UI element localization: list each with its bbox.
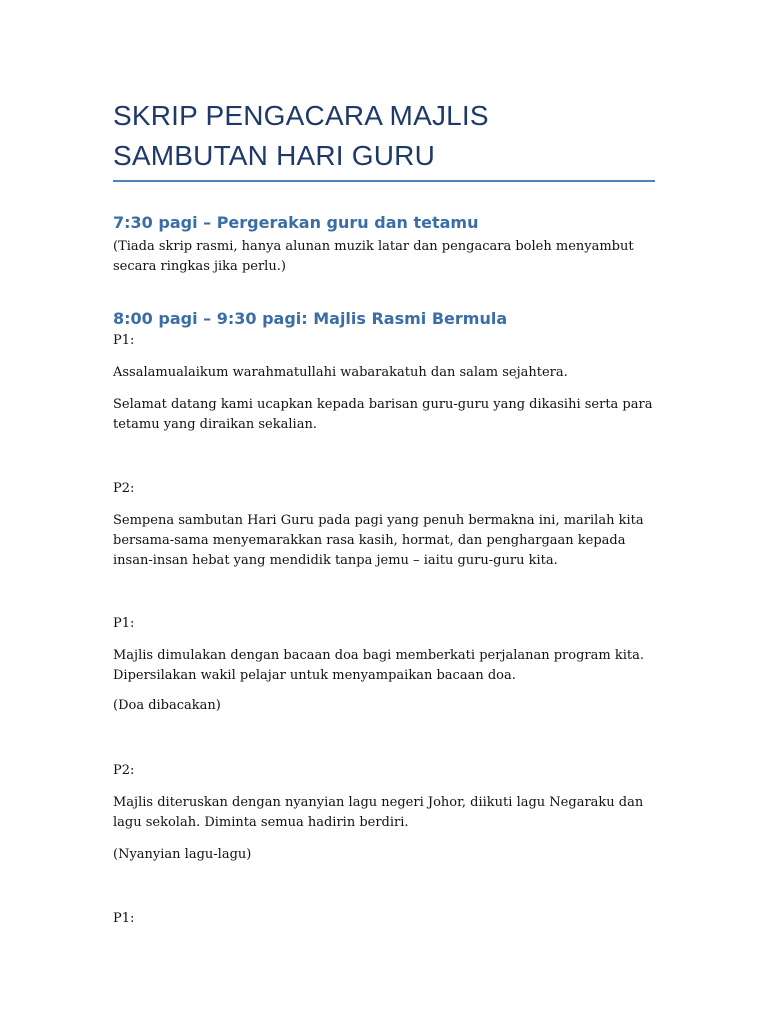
- speaker-label-p2: P2:: [113, 481, 135, 496]
- speaker-label-p1: P1:: [113, 333, 135, 348]
- section-heading-arrival: 7:30 pagi – Pergerakan guru dan tetamu: [113, 213, 479, 232]
- paragraph-greeting: Assalamualaikum warahmatullahi wabarakatuh dan salam sejahtera.: [113, 365, 568, 380]
- speaker-label-p1: P1:: [113, 911, 135, 926]
- section-heading-ceremony: 8:00 pagi – 9:30 pagi: Majlis Rasmi Bermula: [113, 309, 508, 328]
- paragraph-anthems: Majlis diteruskan dengan nyanyian lagu negeri Johor, diikuti lagu Negaraku dan lagu sekolah. Diminta semua hadirin berdiri.: [113, 795, 644, 830]
- paragraph-teachers-day: Sempena sambutan Hari Guru pada pagi yang penuh bermakna ini, marilah kita bersama-sama menyemarakkan rasa kasih, hormat, dan penghargaan kepada insan-insan hebat yang mendidik tanpa jemu – iaitu guru-guru kita.: [113, 513, 644, 568]
- paragraph-prayer-note: (Doa dibacakan): [113, 698, 221, 713]
- speaker-label-p1: P1:: [113, 616, 135, 631]
- paragraph-no-script-note: (Tiada skrip rasmi, hanya alunan muzik latar dan pengacara boleh menyambut secara ringkas jika perlu.): [113, 239, 634, 274]
- paragraph-prayer: Majlis dimulakan dengan bacaan doa bagi memberkati perjalanan program kita. Dipersilakan wakil pelajar untuk menyampaikan bacaan doa.: [113, 648, 644, 683]
- document-title: [113, 96, 655, 176]
- title-divider: [113, 180, 655, 182]
- speaker-label-p2: P2:: [113, 763, 135, 778]
- title-line-1: SKRIP PENGACARA MAJLIS: [113, 100, 489, 131]
- paragraph-anthems-note: (Nyanyian lagu-lagu): [113, 847, 252, 862]
- paragraph-welcome: Selamat datang kami ucapkan kepada barisan guru-guru yang dikasihi serta para tetamu yang diraikan sekalian.: [113, 397, 653, 432]
- title-line-2: SAMBUTAN HARI GURU: [113, 140, 435, 171]
